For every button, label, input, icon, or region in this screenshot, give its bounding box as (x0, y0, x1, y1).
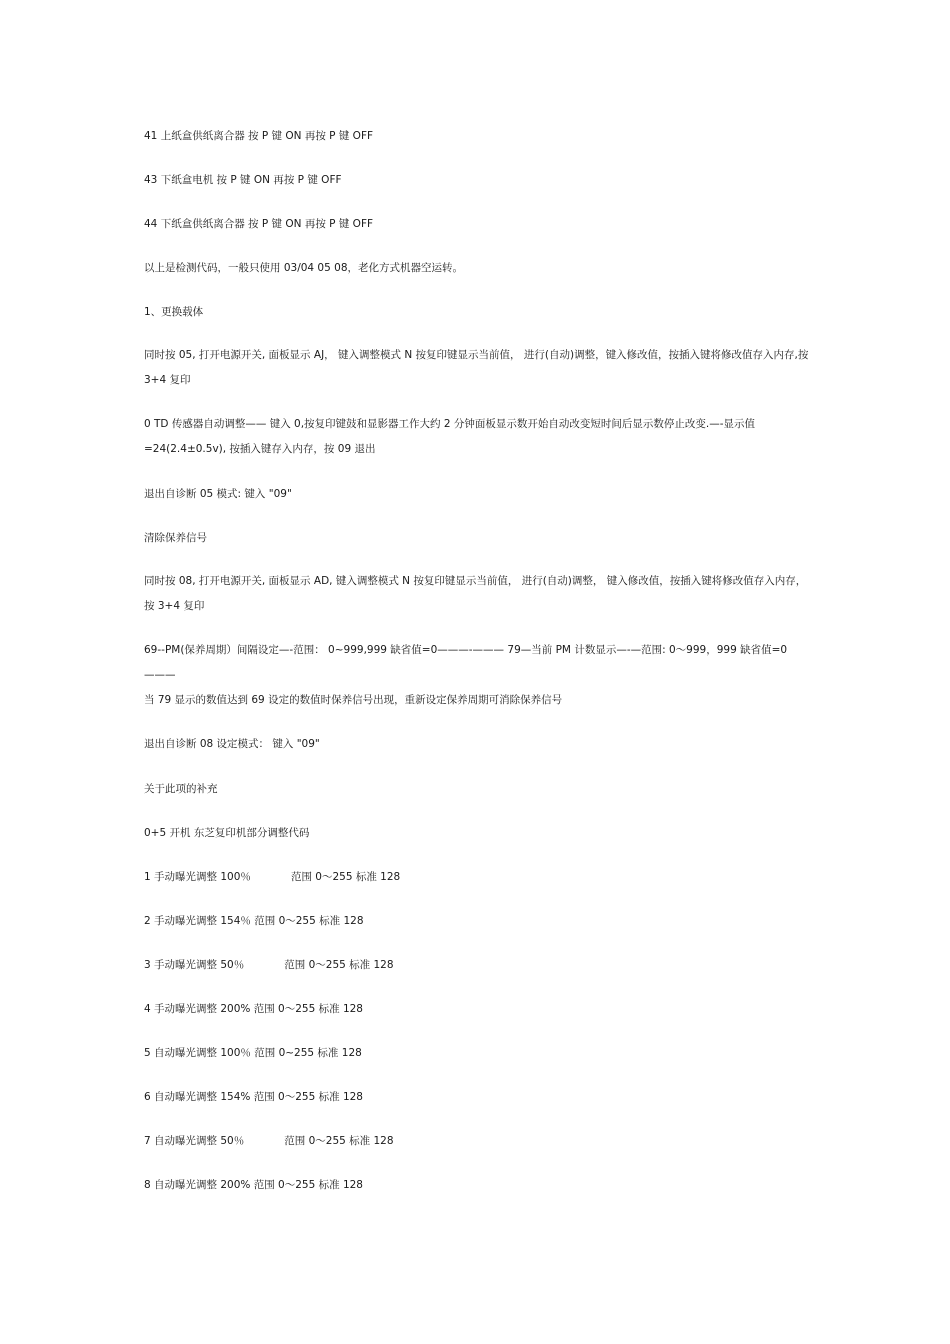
adjust-code-item: 6 自动曝光调整 154% 范围 0～255 标准 128 (144, 1091, 363, 1103)
text-line: 44 下纸盒供纸离合器 按 P 键 ON 再按 P 键 OFF (144, 218, 374, 230)
adjust-code-item: 7 自动曝光调整 50％ 范围 0～255 标准 128 (144, 1135, 394, 1147)
adjust-code-item: 8 自动曝光调整 200% 范围 0～255 标准 128 (144, 1179, 363, 1191)
text-line: 退出自诊断 05 模式: 键入 "09" (144, 488, 292, 500)
text-paragraph: 同时按 08, 打开电源开关, 面板显示 AD, 键入调整模式 N 按复印键显示当前值， 进行(自动)调整， 键入修改值，按插入键将修改值存入内存，按 3+4 复印 (144, 575, 807, 612)
adjust-code-item: 5 自动曝光调整 100％ 范围 0~255 标准 128 (144, 1047, 362, 1059)
text-line: 退出自诊断 08 设定模式： 键入 "09" (144, 738, 320, 750)
text-line: 43 下纸盒电机 按 P 键 ON 再按 P 键 OFF (144, 174, 342, 186)
adjust-code-item: 4 手动曝光调整 200% 范围 0～255 标准 128 (144, 1003, 363, 1015)
section-heading: 关于此项的补充 (144, 783, 218, 795)
text-paragraph: 同时按 05, 打开电源开关, 面板显示 AJ， 键入调整模式 N 按复印键显示当前值， 进行(自动)调整，键入修改值，按插入键将修改值存入内存,按 3+4 复印 (144, 349, 809, 386)
text-line: 0+5 开机 东芝复印机部分调整代码 (144, 827, 310, 839)
adjust-code-item: 3 手动曝光调整 50％ 范围 0～255 标准 128 (144, 959, 394, 971)
text-paragraph: 0 TD 传感器自动调整—— 键入 0,按复印键鼓和显影器工作大约 2 分钟面板显示数开始自动改变短时间后显示数停止改变.—-显示值=24(2.4±0.5v), 按插入键存入内存，按 09 退出 (144, 418, 756, 455)
section-heading: 1、更换载体 (144, 306, 204, 318)
adjust-code-item: 1 手动曝光调整 100％ 范围 0～255 标准 128 (144, 871, 401, 883)
section-heading: 清除保养信号 (144, 532, 207, 544)
text-line: 当 79 显示的数值达到 69 设定的数值时保养信号出现，重新设定保养周期可消除保养信号 (144, 694, 563, 706)
text-line: 41 上纸盒供纸离合器 按 P 键 ON 再按 P 键 OFF (144, 130, 374, 142)
text-paragraph: 69--PM(保养周期）间隔设定—-范围： 0~999,999 缺省值=0———-——— 79—当前 PM 计数显示—-—范围: 0～999，999 缺省值=0——— (144, 644, 788, 681)
text-line: 以上是检测代码，一般只使用 03/04 05 08，老化方式机器空运转。 (144, 262, 463, 274)
adjust-code-item: 2 手动曝光调整 154％ 范围 0～255 标准 128 (144, 915, 364, 927)
